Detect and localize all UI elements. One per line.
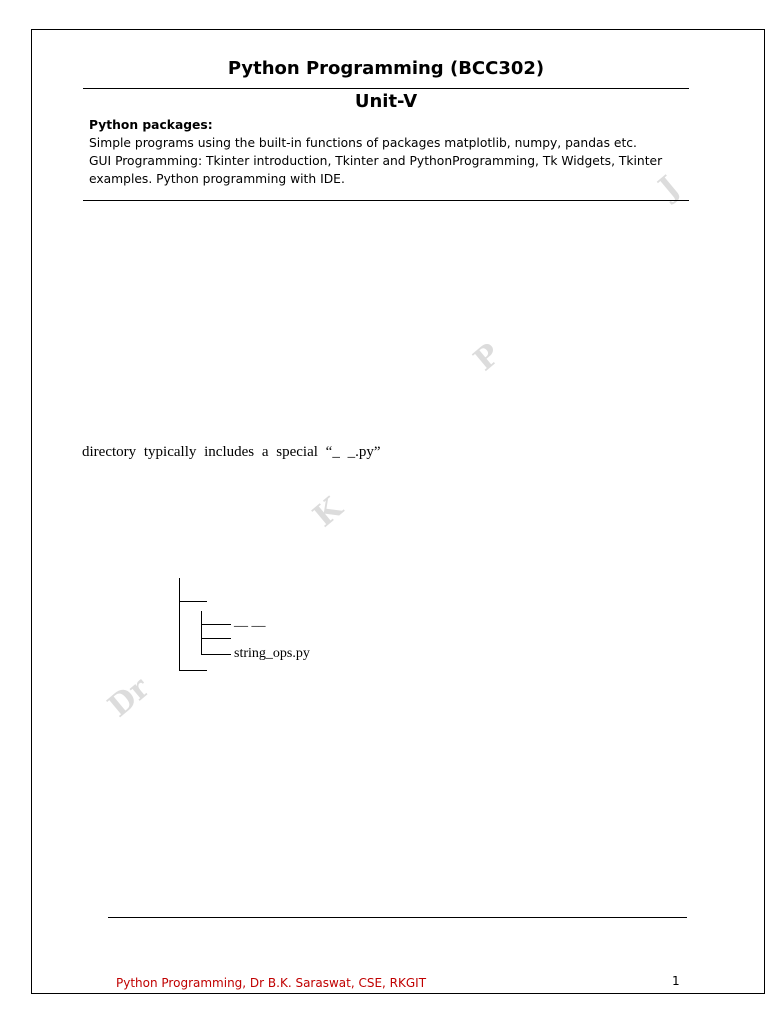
page-title: Python Programming (BCC302) bbox=[227, 58, 545, 79]
tree-root-line bbox=[179, 578, 180, 670]
tree-branch bbox=[179, 601, 207, 602]
directory-tree bbox=[160, 570, 420, 690]
syllabus-line: Simple programs using the built-in functions of packages matplotlib, numpy, pandas etc. bbox=[89, 136, 637, 150]
syllabus-line: GUI Programming: Tkinter introduction, Tkinter and PythonProgramming, Tk Widgets, Tkinter bbox=[89, 154, 663, 168]
tree-branch bbox=[201, 624, 231, 625]
syllabus-heading: Python packages: bbox=[89, 118, 213, 132]
tree-branch bbox=[201, 638, 231, 639]
tree-entry-file: string_ops.py bbox=[234, 646, 310, 661]
watermark-letter-j: J bbox=[652, 169, 686, 206]
footer-text: Python Programming, Dr B.K. Saraswat, CSE, RKGIT bbox=[116, 976, 427, 990]
tree-branch bbox=[201, 654, 231, 655]
syllabus-line: examples. Python programming with IDE. bbox=[89, 172, 345, 186]
tree-branch bbox=[179, 670, 207, 671]
page-number: 1 bbox=[672, 974, 680, 988]
watermark-letter-dr: Dr bbox=[101, 670, 157, 725]
watermark-letter-k: K bbox=[306, 490, 350, 535]
unit-heading: Unit-V bbox=[354, 91, 418, 112]
title-divider bbox=[83, 88, 689, 89]
syllabus-divider bbox=[83, 200, 689, 201]
watermark-letter-p: P bbox=[467, 336, 508, 379]
tree-subfolder-line bbox=[201, 611, 202, 655]
footer-divider bbox=[108, 917, 687, 918]
syllabus-block bbox=[89, 116, 689, 188]
tree-entry-blank: __ __ bbox=[234, 614, 266, 629]
body-paragraph: directory typically includes a special “_ _.py” bbox=[82, 444, 381, 460]
